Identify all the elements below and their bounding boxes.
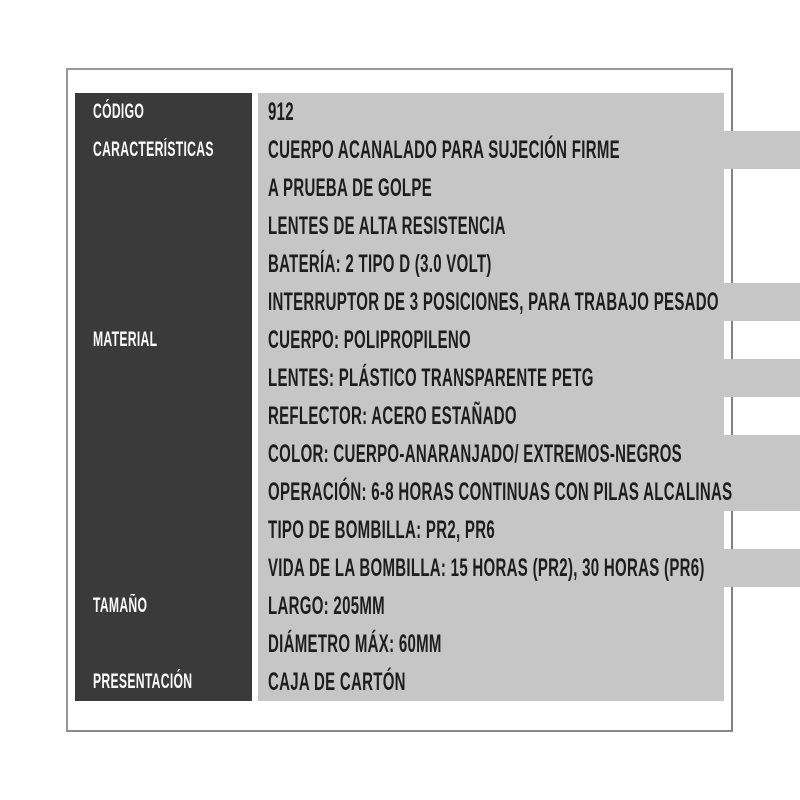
table-row <box>75 245 724 283</box>
row-value <box>258 397 724 435</box>
row-label-text: CÓDIGO <box>93 100 145 123</box>
row-value <box>258 207 724 245</box>
row-value <box>258 663 724 701</box>
row-value <box>258 549 800 587</box>
row-value-text: A PRUEBA DE GOLPE <box>268 173 433 202</box>
row-value <box>258 473 800 511</box>
row-value <box>258 359 800 397</box>
row-value-text: TIPO DE BOMBILLA: PR2, PR6 <box>268 515 495 544</box>
table-row <box>75 587 724 625</box>
row-label <box>75 435 252 473</box>
row-label <box>75 587 252 625</box>
table-row <box>75 625 724 663</box>
row-label-text: TAMAÑO <box>93 594 148 617</box>
table-row <box>75 169 724 207</box>
row-label <box>75 207 252 245</box>
row-value <box>258 625 724 663</box>
row-value <box>258 169 724 207</box>
row-value-text: LENTES DE ALTA RESISTENCIA <box>268 211 506 240</box>
table-row <box>75 435 724 473</box>
row-value-text: INTERRUPTOR DE 3 POSICIONES, PARA TRABAJO PESADO <box>268 287 719 316</box>
row-label <box>75 473 252 511</box>
row-label <box>75 359 252 397</box>
row-value-text: CUERPO ACANALADO PARA SUJECIÓN FIRME <box>268 135 620 164</box>
row-value <box>258 435 800 473</box>
row-label <box>75 397 252 435</box>
row-label <box>75 321 252 359</box>
row-value-text: CAJA DE CARTÓN <box>268 667 406 696</box>
row-label <box>75 245 252 283</box>
row-label <box>75 549 252 587</box>
row-label <box>75 663 252 701</box>
table-row <box>75 283 724 321</box>
row-label <box>75 169 252 207</box>
row-value <box>258 283 800 321</box>
row-value-text: DIÁMETRO MÁX: 60MM <box>268 629 442 658</box>
table-row <box>75 359 724 397</box>
row-label-text: CARACTERÍSTICAS <box>93 138 214 161</box>
row-label <box>75 131 252 169</box>
row-label-text: MATERIAL <box>93 328 158 351</box>
table-row <box>75 663 724 701</box>
row-value <box>258 511 724 549</box>
row-value-text: LARGO: 205MM <box>268 591 385 620</box>
row-value-text: LENTES: PLÁSTICO TRANSPARENTE PETG <box>268 363 594 392</box>
row-value-text: COLOR: CUERPO-ANARANJADO/ EXTREMOS-NEGROS <box>268 439 682 468</box>
row-value <box>258 321 724 359</box>
spec-card <box>66 68 733 732</box>
table-row <box>75 131 724 169</box>
table-row <box>75 207 724 245</box>
table-row <box>75 397 724 435</box>
row-label <box>75 625 252 663</box>
row-value-text: 912 <box>268 97 294 126</box>
table-row <box>75 321 724 359</box>
row-value-text: VIDA DE LA BOMBILLA: 15 HORAS (PR2), 30 HORAS (PR6) <box>268 553 705 582</box>
row-label <box>75 283 252 321</box>
row-value <box>258 587 724 625</box>
row-value-text: CUERPO: POLIPROPILENO <box>268 325 471 354</box>
table-row <box>75 511 724 549</box>
row-value-text: BATERÍA: 2 TIPO D (3.0 VOLT) <box>268 249 492 278</box>
table-row <box>75 473 733 511</box>
spec-table <box>75 93 733 701</box>
row-value <box>258 131 800 169</box>
table-row <box>75 93 724 131</box>
row-value-text: REFLECTOR: ACERO ESTAÑADO <box>268 401 517 430</box>
row-value <box>258 93 724 131</box>
row-label <box>75 511 252 549</box>
row-label <box>75 93 252 131</box>
row-value-text: OPERACIÓN: 6-8 HORAS CONTINUAS CON PILAS ALCALINAS <box>268 477 733 506</box>
table-row <box>75 549 724 587</box>
row-value <box>258 245 724 283</box>
row-label-text: PRESENTACIÓN <box>93 670 193 693</box>
